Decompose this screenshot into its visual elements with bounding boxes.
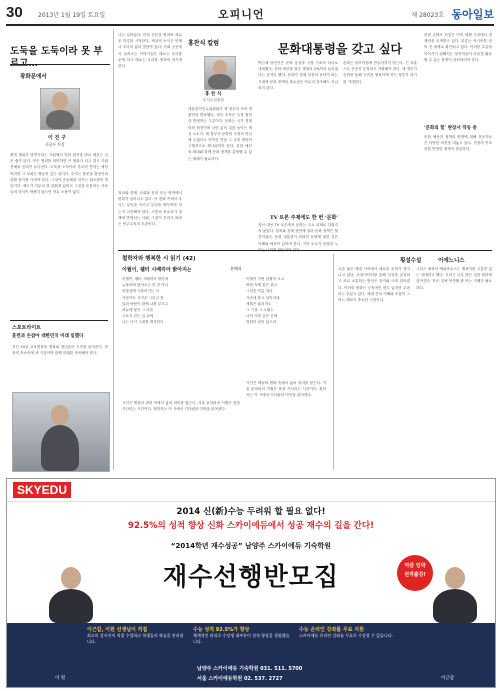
poem-poet: 홍해리 xyxy=(230,266,242,271)
ad-phone-1: 남양주 스카이에듀 기숙학원 031. 511. 5700 xyxy=(197,666,303,672)
author-photo xyxy=(40,88,80,130)
col3-column-tag: 홍찬식 칼럼 xyxy=(188,40,220,47)
spotlight-photo xyxy=(12,392,110,472)
page-header xyxy=(6,2,494,26)
col4-body-b: 지난 대선 TV 토론에서 문화는 주요 의제로 다뤄지지 않았다. 정치와 경제 현안에 밀려 문화 정책은 뒷전이었다. 문화 대통령이 되려면 문화에 대한 깊은 이해와 애정이 있어야 한다. 국민 모두가 문화를 누 xyxy=(258,223,338,246)
col1-box-body: 지난 10년 교육현장의 변화와 청년들의 도전을 돌아본다. 현장의 목소리에 귀 기울이며 함께 미래를 준비해야 한다. xyxy=(12,345,108,356)
issue-date: 2013년 1월 19일 토요일 xyxy=(38,12,106,19)
col1-box-headline: 훈련과 손잡아 대한민국 미래 일했다 xyxy=(12,334,84,339)
divider xyxy=(10,320,108,321)
rcol-body: 요즘 젊은 세대 사이에서 새로운 문화가 생겨나고 있다. 소셜미디어를 통해 일상을 공유하고 서로 소통하는 방식은 과거와 크게 달라졌다. 이러한 변화는 긍정적인 면도 있지만 우려되는 부분도 있다. 세대 간의 이해와 소통이 그 어느 때보다 중요한 시점이다. xyxy=(338,267,410,303)
col1-headline: 도둑을 도둑이라 못 부 xyxy=(10,46,103,57)
col1-body: 불법 행위가 당연시되는 사회에서 법과 원칙을 바로 세우는 일은 쉽지 않다. 작은 범죄를 외면하면 큰 범죄가 되고 결국 사회 전체의 신뢰가 무너진다. 도둑을 도둑이라 부르지 못하는 세상이라면 그 사회는 병들어 있는 것이다. 우리는 잘못을 잘못이라 말할 용기를 가져야 한다. 그것이 공동체를 지키는 최소한의 책임이다. 제도가 아무리 잘 갖춰져 있어도 그것을 운용하는 사람들의 의식이 바뀌지 않으면 아무 소용이 없다. xyxy=(10,153,108,195)
col3-author-role: 수석논설위원 xyxy=(203,98,224,102)
col4-subhead: TV 토론 주제에도 한 번 ‘문화’ xyxy=(270,215,339,221)
rcol-column-tag: 횡설수설 xyxy=(400,258,422,264)
ad-line1: 2014 신(新)수능 두려워 할 필요 없다! xyxy=(176,507,326,517)
col5-box-headline: ‘문화의 힘’ 현장서 작동 중 xyxy=(424,126,477,131)
teacher-right-name: 이근갑 xyxy=(441,676,455,681)
col1-author: 이 진 구 xyxy=(48,135,66,141)
section-title: 오피니언 xyxy=(218,8,265,21)
poem-commentary: 시인은 계절의 변화 속에서 삶의 의미를 찾는다. 겨울 끝자락의 이월은 봄을 기다리는 시간이다. 철학자는 이 시에서 기다림의 미학을 읽어낸다. xyxy=(246,381,326,398)
col3-author: 홍 찬 식 xyxy=(205,92,222,97)
poem-right: 이월이 가면 삼월이 오고 바람 속에 꽃은 피고 그리운 이름 하나 가슴에 묻고 살아가네 세월은 흘러가도 그 시절 그 노래는 나의 가장 깊은 곳에 영원히 남아 있으리 xyxy=(246,277,285,325)
column-rule xyxy=(113,30,114,470)
col3-body: 대통령직인수위원회가 새 정부의 조직 개편안을 발표했다. 정부 조직은 국정 철학을 반영하는 그릇이다. 문화는 국가 경쟁력의 원천이며 국민 삶의 질을 높이는 핵심 요소다. 새 정부가 문화를 국정의 중심에 두겠다고 약속한 만큼 그 실천 방안이 구체적으로 제시되어야 한다. 문화 예산의 확대와 함께 문화 정책을 총괄할 수 있는 체계가 필요하다. xyxy=(188,107,252,161)
col4-headline: 문화대통령을 갖고 싶다 xyxy=(277,42,403,56)
poem-left: 이월이, 웰터 시베리아 밝아져 뉴몰라에 덮어오는 한 잔 아니 마을앞에 시볼어가는 사 사랑가득 시가운 그리고 봄 달과 바람이 함께 나를 부르고 하늘에 닿은 그 마음 고요히 걷는 길 위에 나는 다시 그대를 생각한다 xyxy=(122,277,169,325)
ad-badge: 마감 임박 전격출강! xyxy=(397,555,433,591)
column-rule xyxy=(333,254,334,470)
divider xyxy=(10,64,110,65)
paper-logo: 동아일보 xyxy=(451,8,494,21)
col2-body-top: 나는 일어났다. 아침 신문을 펼치며 새로운 하루를 시작한다. 세상의 소식은 언제나 우리의 삶과 맞닿아 있다. 사회 곳곳에서 들려오는 이야기들은 때로는 우리를 웃게 하고 때로는 우리를 생각에 잠기게 한다. xyxy=(118,33,182,69)
poem-commentary-cont: 시인은 계절의 변화 속에서 삶의 의미를 찾는다. 겨울 끝자락의 이월은 봄을 기다리는 시간이다. 철학자는 이 시에서 기다림의 미학을 읽어낸다. xyxy=(122,401,240,412)
rcol-column-tag-2: 이에느니스 xyxy=(438,258,465,264)
ad-brand-logo: SKYEDU xyxy=(13,482,71,498)
edition-number: 제 28023호 xyxy=(411,12,444,19)
teacher-left-photo xyxy=(43,565,99,623)
ad-topbar xyxy=(7,479,495,502)
col1-author-role: 사회부 차장 xyxy=(45,142,65,147)
col4-body-c: 문화는 하루아침에 만들어지지 않는다. 긴 호흡으로 꾸준히 투자하고 지원해야 한다. 새 정부가 문화를 통해 국민을 행복하게 하는 정부가 되기를 기대한다. xyxy=(343,61,417,84)
teacher-right-photo xyxy=(427,565,483,623)
ad-main-title: 재수선행반모집 xyxy=(162,562,340,591)
ad-line2: 92.5%의 성적 향상 신화 스카이에듀에서 성공 재수의 길을 간다! xyxy=(128,521,374,531)
ad-info-col-2: 수능 성적 92.5%가 향상 체계적인 관리로 수강생 대부분이 성적 향상을 경험했습니다. xyxy=(193,627,290,644)
col5-body: 문화 콘텐츠 산업은 이미 세계 시장에서 경쟁력을 인정받고 있다. 한류는 아시아를 넘어 전 세계로 확산되고 있다. 이러한 흐름을 이어가기 위해서는 창작자들이 마음껏 활동할 수 있는 환경이 마련되어야 한다. xyxy=(424,33,492,62)
ad-phone-2: 서울 스카이에듀학원 02. 537. 2727 xyxy=(197,676,283,682)
ad-info-col-1: 이근갑, 이원 선생님이 직접 최고의 강사진이 직접 수업하고 학생들의 학습을 관리합니다. xyxy=(87,627,184,644)
divider xyxy=(118,250,492,251)
rcol-body-2: 그리스 철학자 에피쿠로스는 행복이란 고통이 없는 상태라고 했다. 우리는 너무 많은 것을 원하며 살아간다. 작은 것에 만족할 줄 아는 지혜가 필요하다. xyxy=(416,267,492,290)
poem-title: 이월이, 웰터 시베리아 밝아지는 xyxy=(122,267,192,273)
col2-body-mid: 정치와 경제, 사회와 문화 모든 영역에서 변화가 일어나고 있다. 이 변화 속에서 우리는 무엇을 지키고 무엇을 바꾸어야 하는지 고민해야 한다. 시민의 목소리가 정책에 반영되는 사회, 그것이 우리가 바라는 민주주의의 모습이다. xyxy=(118,191,182,227)
columnist-photo xyxy=(204,56,236,90)
col5-box-body: 문화 예산과 정책의 방향에 대해 전문가들은 다양한 의견을 내놓고 있다. 현장의 목소리를 반영한 정책이 절실하다. xyxy=(424,135,492,152)
ad-line3: “2014학년 재수성공” 남양주 스카이에듀 기숙학원 xyxy=(170,542,332,550)
advertisement xyxy=(6,478,496,688)
col4-body-a: 박근혜 당선인은 문화 융성을 국정 기조의 하나로 내세웠다. 문화 예산을 정부 재정의 2%까지 늘리겠다는 공약도 했다. 문화가 경제 성장의 동력이 되는 시대에 문화 정책의 중요성은 아무리 강조해도 지나치지 않다. xyxy=(258,61,338,90)
poem-column-tag: 철학자와 행복한 시 읽기 (42) xyxy=(122,256,196,262)
page-number: 30 xyxy=(6,4,23,21)
ad-info-col-3: 수능 온라인 강좌를 무료 지원 스카이에듀 온라인 강좌를 무료로 수강할 수 있습니다. xyxy=(299,627,393,638)
col1-column-tag: 광화문에서 xyxy=(20,74,47,80)
col1-box-tag: 스포트라이트 xyxy=(12,325,41,331)
teacher-left-name: 이 원 xyxy=(55,676,66,681)
